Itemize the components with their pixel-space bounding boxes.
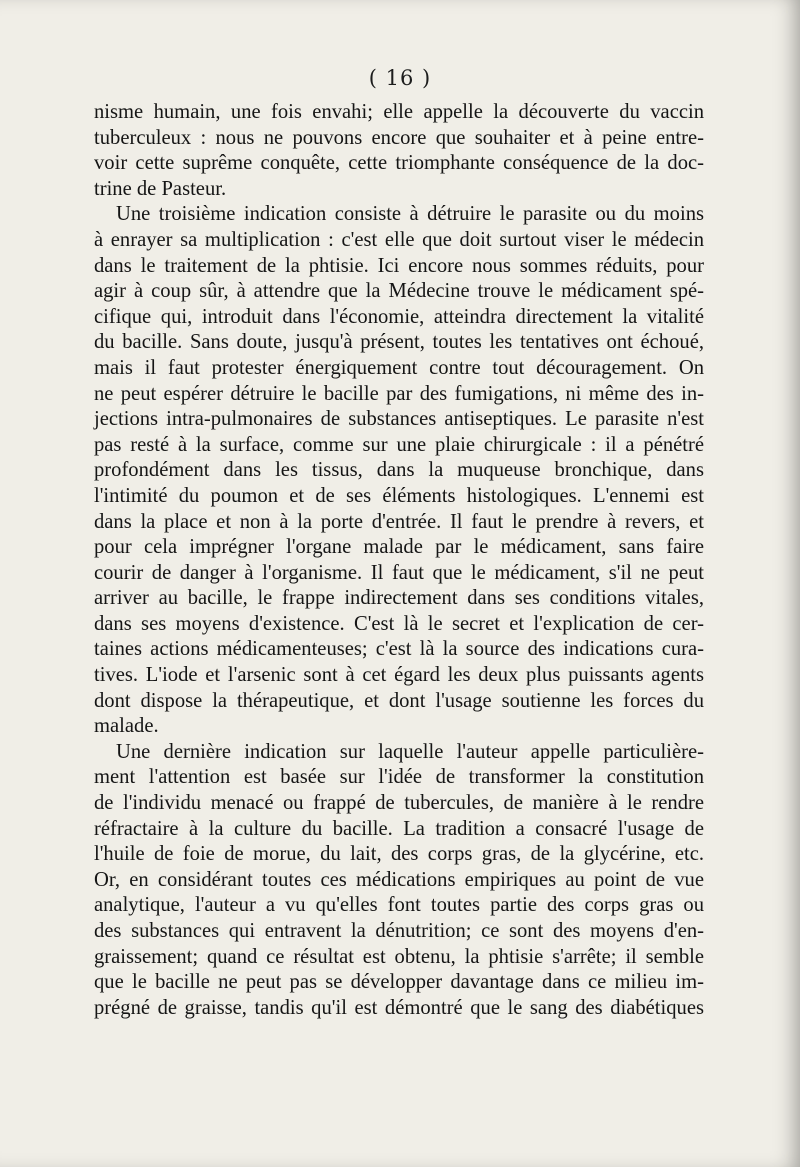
text-line: Or, en considérant toutes ces médications empiriques au point de vue — [94, 868, 704, 891]
text-line: pas resté à la surface, comme sur une plaie chirurgicale : il a pénétré — [94, 433, 704, 456]
body-text — [94, 100, 704, 1021]
text-line: dans ses moyens d'existence. C'est là le secret et l'explication de cer- — [94, 612, 704, 635]
text-line: des substances qui entravent la dénutrition; ce sont des moyens d'en- — [94, 920, 704, 942]
text-line: mais il faut protester énergiquement contre tout découragement. On — [94, 356, 704, 379]
text-line: tives. L'iode et l'arsenic sont à cet égard les deux plus puissants agents — [94, 664, 704, 687]
text-line: l'intimité du poumon et de ses éléments histologiques. L'ennemi est — [94, 484, 704, 507]
text-line: dans le traitement de la phtisie. Ici encore nous sommes réduits, pour — [94, 254, 704, 277]
text-line: trine de Pasteur. — [94, 177, 227, 200]
text-line: agir à coup sûr, à attendre que la Médecine trouve le médicament spé- — [94, 280, 704, 303]
text-line: jections intra-pulmonaires de substances antiseptiques. Le parasite n'est — [94, 408, 704, 431]
text-line: tuberculeux : nous ne pouvons encore que souhaiter et à peine entre- — [94, 126, 704, 149]
text-line: réfractaire à la culture du bacille. La tradition a consacré l'usage de — [94, 817, 704, 840]
text-line: Une troisième indication consiste à détruire le parasite ou du moins — [116, 203, 704, 226]
text-line: du bacille. Sans doute, jusqu'à présent, toutes les tentatives ont échoué, — [94, 331, 704, 354]
page-number: ( 16 ) — [368, 66, 432, 90]
text-line: l'huile de foie de morue, du lait, des corps gras, de la glycérine, etc. — [94, 843, 704, 866]
text-line: arriver au bacille, le frappe indirectement dans ses conditions vitales, — [94, 587, 704, 610]
text-line: nisme humain, une fois envahi; elle appelle la découverte du vaccin — [94, 101, 704, 123]
text-line: cifique qui, introduit dans l'économie, atteindra directement la vitalité — [94, 305, 704, 328]
text-line: ne peut espérer détruire le bacille par des fumigations, ni même des in- — [94, 382, 704, 405]
text-line: taines actions médicamenteuses; c'est là la source des indications cura- — [94, 638, 704, 661]
text-line: analytique, l'auteur a vu qu'elles font toutes partie des corps gras ou — [94, 894, 704, 917]
text-line: pour cela imprégner l'organe malade par le médicament, sans faire — [94, 536, 704, 559]
text-line: voir cette suprême conquête, cette triomphante conséquence de la doc- — [94, 152, 704, 175]
text-line: graissement; quand ce résultat est obtenu, la phtisie s'arrête; il semble — [94, 945, 704, 968]
text-line: dans la place et non à la porte d'entrée. Il faut le prendre à revers, et — [94, 510, 704, 533]
text-line: à enrayer sa multiplication : c'est elle que doit surtout viser le médecin — [94, 228, 704, 251]
text-line: Une dernière indication sur laquelle l'auteur appelle particulière- — [116, 740, 704, 763]
text-line: malade. — [94, 715, 159, 738]
text-line: ment l'attention est basée sur l'idée de transformer la constitution — [94, 766, 704, 789]
text-line: prégné de graisse, tandis qu'il est démontré que le sang des diabétiques — [94, 996, 704, 1019]
text-line: dont dispose la thérapeutique, et dont l'usage soutienne les forces du — [94, 689, 704, 712]
text-line: que le bacille ne peut pas se développer davantage dans ce milieu im- — [94, 971, 704, 994]
text-line: de l'individu menacé ou frappé de tubercules, de manière à le rendre — [94, 792, 704, 815]
text-line: profondément dans les tissus, dans la muqueuse bronchique, dans — [94, 459, 704, 482]
text-line: courir de danger à l'organisme. Il faut que le médicament, s'il ne peut — [94, 561, 704, 584]
